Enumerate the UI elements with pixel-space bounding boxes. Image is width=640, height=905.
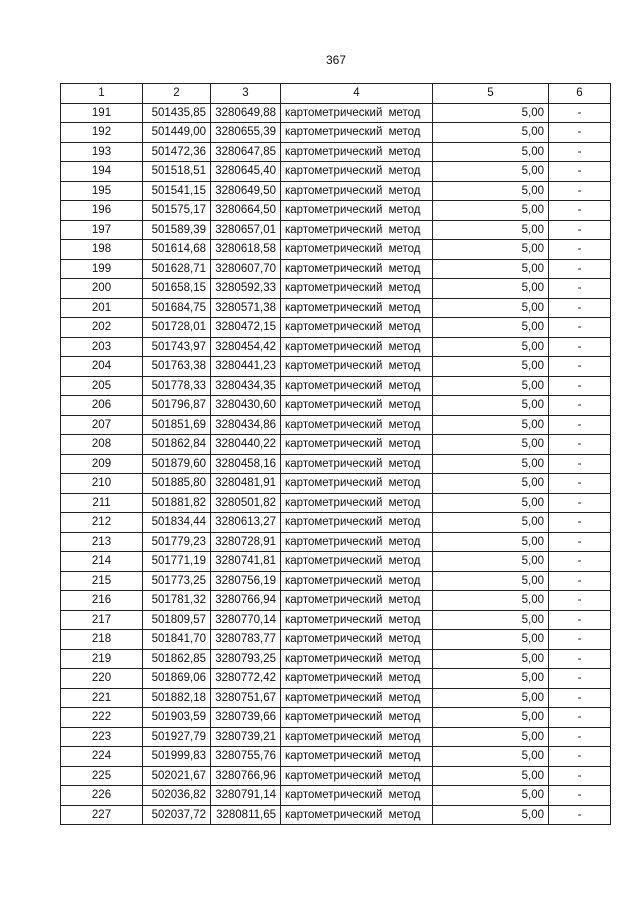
note-cell: - bbox=[549, 727, 611, 747]
table-row bbox=[61, 181, 611, 201]
point-number-cell: 198 bbox=[61, 240, 143, 260]
table-row bbox=[61, 357, 611, 377]
note-cell: - bbox=[549, 435, 611, 455]
x-coordinate-cell: 501628,71 bbox=[143, 259, 211, 279]
note-cell: - bbox=[549, 571, 611, 591]
x-coordinate-cell: 501771,19 bbox=[143, 552, 211, 572]
accuracy-cell: 5,00 bbox=[433, 279, 549, 299]
accuracy-cell: 5,00 bbox=[433, 298, 549, 318]
point-number-cell: 221 bbox=[61, 688, 143, 708]
x-coordinate-cell: 501472,36 bbox=[143, 142, 211, 162]
coordinates-table bbox=[60, 83, 611, 825]
page-number: 367 bbox=[325, 53, 347, 67]
table-row bbox=[61, 805, 611, 825]
point-number-cell: 210 bbox=[61, 474, 143, 494]
note-cell: - bbox=[549, 162, 611, 182]
note-cell: - bbox=[549, 493, 611, 513]
table-row bbox=[61, 103, 611, 123]
method-cell: картометрический метод bbox=[281, 552, 433, 572]
x-coordinate-cell: 501841,70 bbox=[143, 630, 211, 650]
accuracy-cell: 5,00 bbox=[433, 337, 549, 357]
x-coordinate-cell: 501862,85 bbox=[143, 649, 211, 669]
point-number-cell: 225 bbox=[61, 766, 143, 786]
y-coordinate-cell: 3280458,16 bbox=[211, 454, 281, 474]
note-cell: - bbox=[549, 805, 611, 825]
table-row bbox=[61, 318, 611, 338]
x-coordinate-cell: 501449,00 bbox=[143, 123, 211, 143]
note-cell: - bbox=[549, 552, 611, 572]
column-header: 4 bbox=[281, 84, 433, 104]
x-coordinate-cell: 501834,44 bbox=[143, 513, 211, 533]
x-coordinate-cell: 501809,57 bbox=[143, 610, 211, 630]
table-row bbox=[61, 747, 611, 767]
y-coordinate-cell: 3280645,40 bbox=[211, 162, 281, 182]
point-number-cell: 226 bbox=[61, 786, 143, 806]
table-header-row bbox=[61, 84, 611, 104]
table-row bbox=[61, 240, 611, 260]
note-cell: - bbox=[549, 766, 611, 786]
table-row bbox=[61, 474, 611, 494]
point-number-cell: 202 bbox=[61, 318, 143, 338]
x-coordinate-cell: 501728,01 bbox=[143, 318, 211, 338]
note-cell: - bbox=[549, 415, 611, 435]
point-number-cell: 212 bbox=[61, 513, 143, 533]
y-coordinate-cell: 3280440,22 bbox=[211, 435, 281, 455]
table-row bbox=[61, 454, 611, 474]
point-number-cell: 214 bbox=[61, 552, 143, 572]
method-cell: картометрический метод bbox=[281, 493, 433, 513]
point-number-cell: 203 bbox=[61, 337, 143, 357]
accuracy-cell: 5,00 bbox=[433, 220, 549, 240]
table-row bbox=[61, 532, 611, 552]
accuracy-cell: 5,00 bbox=[433, 766, 549, 786]
note-cell: - bbox=[549, 532, 611, 552]
table-row bbox=[61, 201, 611, 221]
method-cell: картометрический метод bbox=[281, 630, 433, 650]
accuracy-cell: 5,00 bbox=[433, 610, 549, 630]
x-coordinate-cell: 501781,32 bbox=[143, 591, 211, 611]
column-header: 2 bbox=[143, 84, 211, 104]
y-coordinate-cell: 3280454,42 bbox=[211, 337, 281, 357]
y-coordinate-cell: 3280434,35 bbox=[211, 376, 281, 396]
method-cell: картометрический метод bbox=[281, 376, 433, 396]
x-coordinate-cell: 502037,72 bbox=[143, 805, 211, 825]
method-cell: картометрический метод bbox=[281, 201, 433, 221]
note-cell: - bbox=[549, 240, 611, 260]
point-number-cell: 205 bbox=[61, 376, 143, 396]
note-cell: - bbox=[549, 142, 611, 162]
table-row bbox=[61, 259, 611, 279]
x-coordinate-cell: 501903,59 bbox=[143, 708, 211, 728]
table-row bbox=[61, 435, 611, 455]
accuracy-cell: 5,00 bbox=[433, 415, 549, 435]
y-coordinate-cell: 3280649,88 bbox=[211, 103, 281, 123]
method-cell: картометрический метод bbox=[281, 240, 433, 260]
x-coordinate-cell: 501435,85 bbox=[143, 103, 211, 123]
accuracy-cell: 5,00 bbox=[433, 162, 549, 182]
table-row bbox=[61, 727, 611, 747]
y-coordinate-cell: 3280571,38 bbox=[211, 298, 281, 318]
accuracy-cell: 5,00 bbox=[433, 435, 549, 455]
x-coordinate-cell: 501518,51 bbox=[143, 162, 211, 182]
note-cell: - bbox=[549, 630, 611, 650]
point-number-cell: 211 bbox=[61, 493, 143, 513]
table-row bbox=[61, 513, 611, 533]
method-cell: картометрический метод bbox=[281, 649, 433, 669]
table-row bbox=[61, 669, 611, 689]
note-cell: - bbox=[549, 396, 611, 416]
accuracy-cell: 5,00 bbox=[433, 591, 549, 611]
table-row bbox=[61, 688, 611, 708]
note-cell: - bbox=[549, 220, 611, 240]
point-number-cell: 206 bbox=[61, 396, 143, 416]
point-number-cell: 204 bbox=[61, 357, 143, 377]
y-coordinate-cell: 3280649,50 bbox=[211, 181, 281, 201]
point-number-cell: 218 bbox=[61, 630, 143, 650]
point-number-cell: 219 bbox=[61, 649, 143, 669]
y-coordinate-cell: 3280770,14 bbox=[211, 610, 281, 630]
accuracy-cell: 5,00 bbox=[433, 727, 549, 747]
point-number-cell: 227 bbox=[61, 805, 143, 825]
table-row bbox=[61, 396, 611, 416]
point-number-cell: 201 bbox=[61, 298, 143, 318]
accuracy-cell: 5,00 bbox=[433, 454, 549, 474]
y-coordinate-cell: 3280434,86 bbox=[211, 415, 281, 435]
table-row bbox=[61, 649, 611, 669]
point-number-cell: 209 bbox=[61, 454, 143, 474]
accuracy-cell: 5,00 bbox=[433, 376, 549, 396]
y-coordinate-cell: 3280739,21 bbox=[211, 727, 281, 747]
y-coordinate-cell: 3280613,27 bbox=[211, 513, 281, 533]
accuracy-cell: 5,00 bbox=[433, 805, 549, 825]
y-coordinate-cell: 3280607,70 bbox=[211, 259, 281, 279]
accuracy-cell: 5,00 bbox=[433, 142, 549, 162]
method-cell: картометрический метод bbox=[281, 786, 433, 806]
x-coordinate-cell: 501882,18 bbox=[143, 688, 211, 708]
accuracy-cell: 5,00 bbox=[433, 747, 549, 767]
accuracy-cell: 5,00 bbox=[433, 649, 549, 669]
x-coordinate-cell: 501851,69 bbox=[143, 415, 211, 435]
note-cell: - bbox=[549, 591, 611, 611]
table-row bbox=[61, 786, 611, 806]
y-coordinate-cell: 3280783,77 bbox=[211, 630, 281, 650]
y-coordinate-cell: 3280811,65 bbox=[211, 805, 281, 825]
method-cell: картометрический метод bbox=[281, 688, 433, 708]
note-cell: - bbox=[549, 337, 611, 357]
x-coordinate-cell: 501778,33 bbox=[143, 376, 211, 396]
x-coordinate-cell: 502036,82 bbox=[143, 786, 211, 806]
point-number-cell: 220 bbox=[61, 669, 143, 689]
x-coordinate-cell: 501879,60 bbox=[143, 454, 211, 474]
accuracy-cell: 5,00 bbox=[433, 201, 549, 221]
accuracy-cell: 5,00 bbox=[433, 552, 549, 572]
accuracy-cell: 5,00 bbox=[433, 493, 549, 513]
x-coordinate-cell: 502021,67 bbox=[143, 766, 211, 786]
y-coordinate-cell: 3280655,39 bbox=[211, 123, 281, 143]
note-cell: - bbox=[549, 376, 611, 396]
point-number-cell: 199 bbox=[61, 259, 143, 279]
point-number-cell: 196 bbox=[61, 201, 143, 221]
x-coordinate-cell: 501589,39 bbox=[143, 220, 211, 240]
note-cell: - bbox=[549, 103, 611, 123]
accuracy-cell: 5,00 bbox=[433, 630, 549, 650]
table-row bbox=[61, 708, 611, 728]
table-row bbox=[61, 415, 611, 435]
accuracy-cell: 5,00 bbox=[433, 532, 549, 552]
point-number-cell: 215 bbox=[61, 571, 143, 591]
method-cell: картометрический метод bbox=[281, 766, 433, 786]
note-cell: - bbox=[549, 513, 611, 533]
y-coordinate-cell: 3280430,60 bbox=[211, 396, 281, 416]
method-cell: картометрический метод bbox=[281, 727, 433, 747]
y-coordinate-cell: 3280791,14 bbox=[211, 786, 281, 806]
accuracy-cell: 5,00 bbox=[433, 396, 549, 416]
x-coordinate-cell: 501927,79 bbox=[143, 727, 211, 747]
x-coordinate-cell: 501885,80 bbox=[143, 474, 211, 494]
accuracy-cell: 5,00 bbox=[433, 318, 549, 338]
x-coordinate-cell: 501773,25 bbox=[143, 571, 211, 591]
y-coordinate-cell: 3280772,42 bbox=[211, 669, 281, 689]
point-number-cell: 208 bbox=[61, 435, 143, 455]
column-header: 6 bbox=[549, 84, 611, 104]
table-row bbox=[61, 220, 611, 240]
point-number-cell: 213 bbox=[61, 532, 143, 552]
y-coordinate-cell: 3280501,82 bbox=[211, 493, 281, 513]
accuracy-cell: 5,00 bbox=[433, 103, 549, 123]
method-cell: картометрический метод bbox=[281, 610, 433, 630]
note-cell: - bbox=[549, 259, 611, 279]
y-coordinate-cell: 3280766,94 bbox=[211, 591, 281, 611]
table-row bbox=[61, 279, 611, 299]
note-cell: - bbox=[549, 279, 611, 299]
method-cell: картометрический метод bbox=[281, 571, 433, 591]
method-cell: картометрический метод bbox=[281, 357, 433, 377]
method-cell: картометрический метод bbox=[281, 103, 433, 123]
x-coordinate-cell: 501541,15 bbox=[143, 181, 211, 201]
y-coordinate-cell: 3280664,50 bbox=[211, 201, 281, 221]
point-number-cell: 195 bbox=[61, 181, 143, 201]
note-cell: - bbox=[549, 688, 611, 708]
y-coordinate-cell: 3280647,85 bbox=[211, 142, 281, 162]
note-cell: - bbox=[549, 318, 611, 338]
point-number-cell: 191 bbox=[61, 103, 143, 123]
table-row bbox=[61, 337, 611, 357]
note-cell: - bbox=[549, 747, 611, 767]
point-number-cell: 193 bbox=[61, 142, 143, 162]
method-cell: картометрический метод bbox=[281, 181, 433, 201]
method-cell: картометрический метод bbox=[281, 298, 433, 318]
y-coordinate-cell: 3280728,91 bbox=[211, 532, 281, 552]
method-cell: картометрический метод bbox=[281, 162, 433, 182]
x-coordinate-cell: 501881,82 bbox=[143, 493, 211, 513]
x-coordinate-cell: 501684,75 bbox=[143, 298, 211, 318]
accuracy-cell: 5,00 bbox=[433, 708, 549, 728]
accuracy-cell: 5,00 bbox=[433, 688, 549, 708]
note-cell: - bbox=[549, 649, 611, 669]
x-coordinate-cell: 501575,17 bbox=[143, 201, 211, 221]
y-coordinate-cell: 3280441,23 bbox=[211, 357, 281, 377]
table-row bbox=[61, 571, 611, 591]
y-coordinate-cell: 3280472,15 bbox=[211, 318, 281, 338]
point-number-cell: 222 bbox=[61, 708, 143, 728]
method-cell: картометрический метод bbox=[281, 474, 433, 494]
y-coordinate-cell: 3280751,67 bbox=[211, 688, 281, 708]
x-coordinate-cell: 501763,38 bbox=[143, 357, 211, 377]
method-cell: картометрический метод bbox=[281, 123, 433, 143]
table-row bbox=[61, 376, 611, 396]
y-coordinate-cell: 3280657,01 bbox=[211, 220, 281, 240]
method-cell: картометрический метод bbox=[281, 591, 433, 611]
note-cell: - bbox=[549, 669, 611, 689]
method-cell: картометрический метод bbox=[281, 435, 433, 455]
accuracy-cell: 5,00 bbox=[433, 786, 549, 806]
y-coordinate-cell: 3280793,25 bbox=[211, 649, 281, 669]
x-coordinate-cell: 501743,97 bbox=[143, 337, 211, 357]
point-number-cell: 223 bbox=[61, 727, 143, 747]
note-cell: - bbox=[549, 474, 611, 494]
x-coordinate-cell: 501614,68 bbox=[143, 240, 211, 260]
y-coordinate-cell: 3280618,58 bbox=[211, 240, 281, 260]
table-row bbox=[61, 552, 611, 572]
method-cell: картометрический метод bbox=[281, 396, 433, 416]
point-number-cell: 207 bbox=[61, 415, 143, 435]
x-coordinate-cell: 501779,23 bbox=[143, 532, 211, 552]
method-cell: картометрический метод bbox=[281, 259, 433, 279]
point-number-cell: 216 bbox=[61, 591, 143, 611]
method-cell: картометрический метод bbox=[281, 747, 433, 767]
table-row bbox=[61, 123, 611, 143]
note-cell: - bbox=[549, 201, 611, 221]
note-cell: - bbox=[549, 708, 611, 728]
accuracy-cell: 5,00 bbox=[433, 259, 549, 279]
table-body bbox=[61, 103, 611, 825]
note-cell: - bbox=[549, 357, 611, 377]
accuracy-cell: 5,00 bbox=[433, 357, 549, 377]
point-number-cell: 200 bbox=[61, 279, 143, 299]
x-coordinate-cell: 501862,84 bbox=[143, 435, 211, 455]
y-coordinate-cell: 3280756,19 bbox=[211, 571, 281, 591]
point-number-cell: 217 bbox=[61, 610, 143, 630]
y-coordinate-cell: 3280481,91 bbox=[211, 474, 281, 494]
method-cell: картометрический метод bbox=[281, 532, 433, 552]
y-coordinate-cell: 3280741,81 bbox=[211, 552, 281, 572]
accuracy-cell: 5,00 bbox=[433, 571, 549, 591]
method-cell: картометрический метод bbox=[281, 415, 433, 435]
method-cell: картометрический метод bbox=[281, 454, 433, 474]
accuracy-cell: 5,00 bbox=[433, 513, 549, 533]
method-cell: картометрический метод bbox=[281, 318, 433, 338]
table-row bbox=[61, 630, 611, 650]
point-number-cell: 224 bbox=[61, 747, 143, 767]
column-header: 5 bbox=[433, 84, 549, 104]
note-cell: - bbox=[549, 786, 611, 806]
method-cell: картометрический метод bbox=[281, 337, 433, 357]
x-coordinate-cell: 501869,06 bbox=[143, 669, 211, 689]
point-number-cell: 194 bbox=[61, 162, 143, 182]
method-cell: картометрический метод bbox=[281, 669, 433, 689]
x-coordinate-cell: 501999,83 bbox=[143, 747, 211, 767]
point-number-cell: 192 bbox=[61, 123, 143, 143]
note-cell: - bbox=[549, 298, 611, 318]
accuracy-cell: 5,00 bbox=[433, 123, 549, 143]
y-coordinate-cell: 3280755,76 bbox=[211, 747, 281, 767]
method-cell: картометрический метод bbox=[281, 708, 433, 728]
table-row bbox=[61, 162, 611, 182]
table-row bbox=[61, 298, 611, 318]
accuracy-cell: 5,00 bbox=[433, 240, 549, 260]
method-cell: картометрический метод bbox=[281, 279, 433, 299]
accuracy-cell: 5,00 bbox=[433, 181, 549, 201]
note-cell: - bbox=[549, 181, 611, 201]
y-coordinate-cell: 3280766,96 bbox=[211, 766, 281, 786]
table-row bbox=[61, 493, 611, 513]
method-cell: картометрический метод bbox=[281, 220, 433, 240]
x-coordinate-cell: 501658,15 bbox=[143, 279, 211, 299]
method-cell: картометрический метод bbox=[281, 805, 433, 825]
table-row bbox=[61, 142, 611, 162]
method-cell: картометрический метод bbox=[281, 142, 433, 162]
column-header: 3 bbox=[211, 84, 281, 104]
table-row bbox=[61, 591, 611, 611]
y-coordinate-cell: 3280592,33 bbox=[211, 279, 281, 299]
x-coordinate-cell: 501796,87 bbox=[143, 396, 211, 416]
method-cell: картометрический метод bbox=[281, 513, 433, 533]
accuracy-cell: 5,00 bbox=[433, 474, 549, 494]
note-cell: - bbox=[549, 454, 611, 474]
y-coordinate-cell: 3280739,66 bbox=[211, 708, 281, 728]
accuracy-cell: 5,00 bbox=[433, 669, 549, 689]
table-row bbox=[61, 766, 611, 786]
column-header: 1 bbox=[61, 84, 143, 104]
table-row bbox=[61, 610, 611, 630]
note-cell: - bbox=[549, 610, 611, 630]
point-number-cell: 197 bbox=[61, 220, 143, 240]
note-cell: - bbox=[549, 123, 611, 143]
